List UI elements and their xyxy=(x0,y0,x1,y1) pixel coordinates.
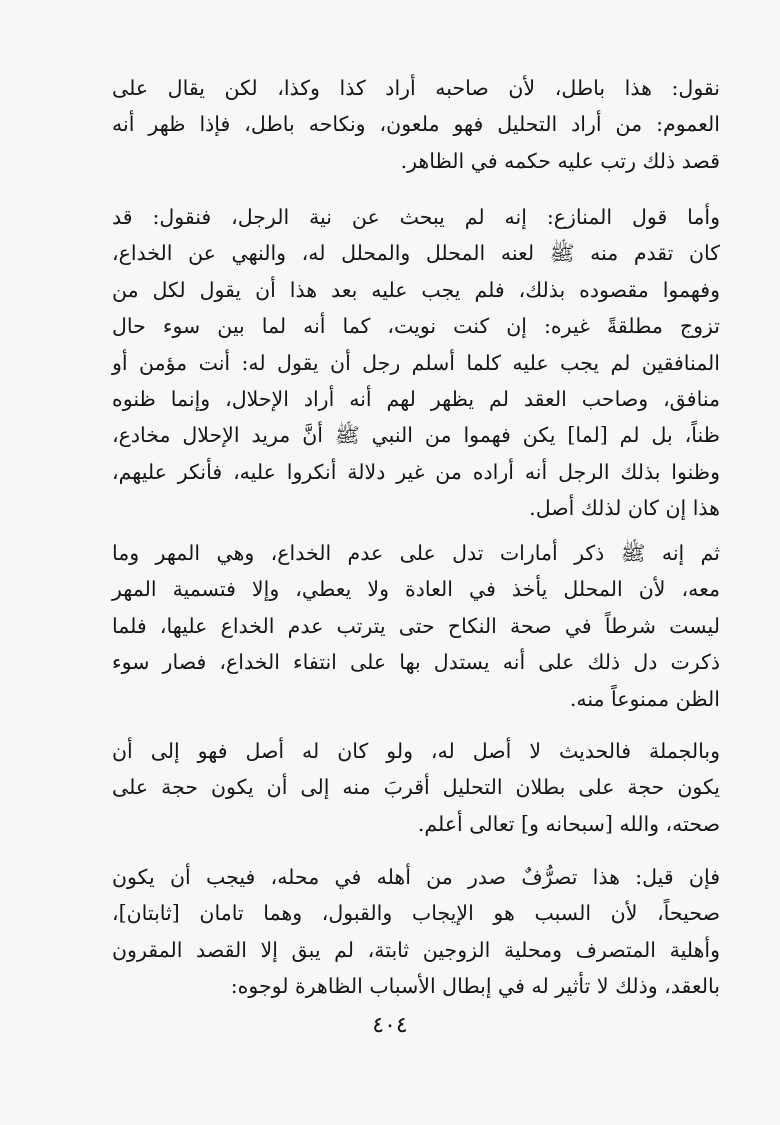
text-line: تزوج مطلقةً غيره: إن كنت نويت، كما أنه لما بين سوء حال xyxy=(112,314,720,339)
text-line: وفهموا مقصوده بذلك، فلم يجب عليه بعد هذا أن يقول لكل من xyxy=(112,277,720,302)
text-line: كان تقدم منه ﷺ لعنه المحلل والمحلل له، والنهي عن الخداع، xyxy=(112,241,720,266)
text-line: وأما قول المنازع: إنه لم يبحث عن نية الرجل، فنقول: قد xyxy=(112,205,720,229)
paragraph-3 xyxy=(112,535,720,717)
paragraph-5 xyxy=(112,859,720,1005)
text-line: يكون حجة على بطلان التحليل أقربَ منه إلى أن يكون حجة على xyxy=(112,775,720,800)
paragraph-4 xyxy=(112,733,720,842)
text-line: قصد ذلك رتب عليه حكمه في الظاهر. xyxy=(400,148,720,173)
text-line: وظنوا بذلك الرجل أنه أراده من غير دلالة أنكروا عليه، فأنكر عليهم، xyxy=(112,459,720,484)
text-line: صحته، والله [سبحانه و] تعالى أعلم. xyxy=(417,811,720,836)
text-line: ذكرت دل ذلك على أنه يستدل بها على انتفاء الخداع، فصار سوء xyxy=(112,650,720,675)
text-line: وبالجملة فالحديث لا أصل له، ولو كان له أصل فهو إلى أن xyxy=(112,739,720,763)
text-line: معه، لأن المحلل يأخذ في العادة ولا يعطي، وإلا فتسمية المهر xyxy=(112,577,720,602)
text-line: صحيحاً، لأن السبب هو الإيجاب والقبول، وهما تامان [ثابتان]، xyxy=(112,901,720,926)
text-line: ظناً، بل لم [لما] يكن فهموا من النبي ﷺ أنَّ مريد الإحلال مخادع، xyxy=(112,423,720,448)
text-line: فإن قيل: هذا تصرُّفٌ صدر من أهله في محله، فيجب أن يكون xyxy=(112,865,720,889)
text-line: نقول: هذا باطل، لأن صاحبه أراد كذا وكذا، لكن يقال على xyxy=(112,76,720,100)
text-line: الظن ممنوعاً منه. xyxy=(569,686,720,711)
text-line: بالعقد، وذلك لا تأثير له في إبطال الأسباب الظاهرة لوجوه: xyxy=(230,974,720,999)
text-line: ليست شرطاً في صحة النكاح حتى يترتب عدم الخداع عليها، فلما xyxy=(112,613,720,638)
text-line: هذا إن كان لذلك أصل. xyxy=(529,496,720,521)
page-number: ٤٠٤ xyxy=(372,1013,408,1038)
text-line: المنافقين لم يجب عليه كلما أسلم رجل أن يقول له: أنت مؤمن أو xyxy=(112,350,720,375)
text-line: ثم إنه ﷺ ذكر أمارات تدل على عدم الخداع، وهي المهر وما xyxy=(112,541,720,565)
text-line: العموم: من أراد التحليل فهو ملعون، ونكاحه باطل، فإذا ظهر أنه xyxy=(112,112,720,137)
text-line: وأهلية المتصرف ومحلية الزوجين ثابتة، لم يبق إلا القصد المقرون xyxy=(112,937,720,962)
paragraph-1 xyxy=(112,70,720,179)
paragraph-2 xyxy=(112,199,720,527)
text-line: منافق، وصاحب العقد لم يظهر لهم أنه أراد الإحلال، وإنما ظنوه xyxy=(112,387,720,412)
